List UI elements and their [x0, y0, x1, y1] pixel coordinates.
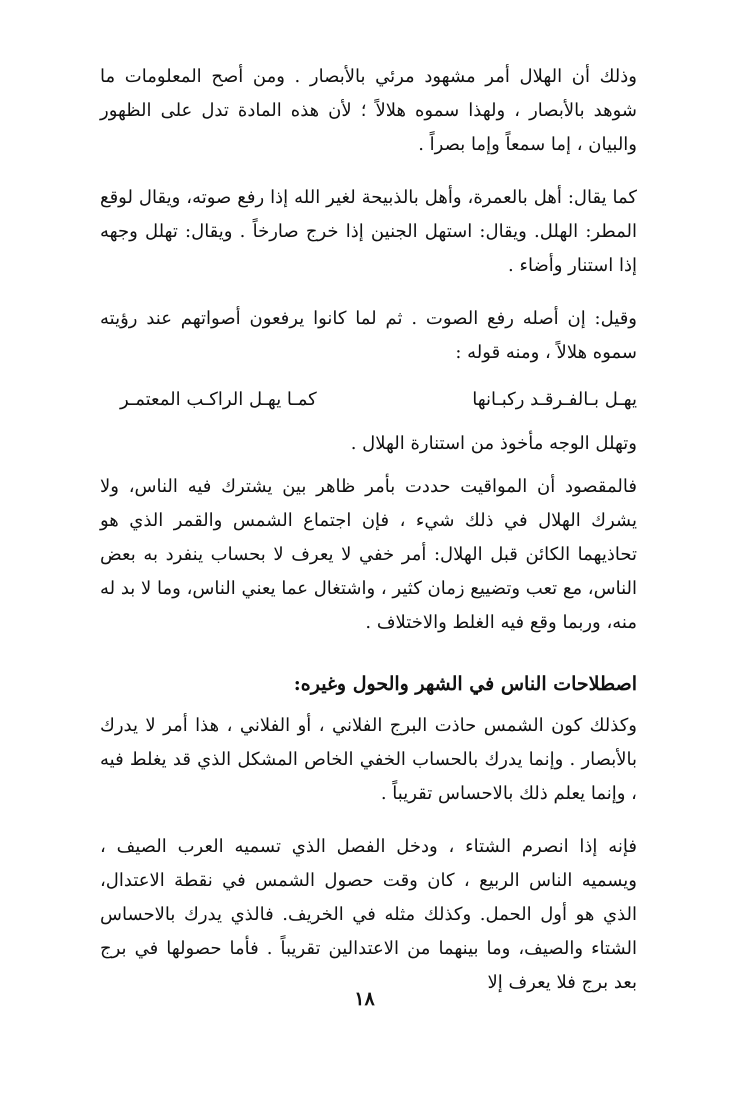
paragraph-5: فالمقصود أن المواقيت حددت بأمر ظاهر بين يشترك فيه الناس، ولا يشرك الهلال في ذلك شيء ، فإن اجتماع الشمس والقمر الذي هو تحاذيهما الكائن قبل الهلال: أمر خفي لا يعرف لا بحساب ينفرد به بعض الناس، مع تعب وتضييع زمان كثير ، واشتغال عما يعني الناس، وما لا بد له منه، وربما وقع فيه الغلط والاختلاف . [100, 476, 637, 633]
paragraph-2: كما يقال: أهل بالعمرة، وأهل بالذبيحة لغير الله إذا رفع صوته، ويقال لوقع المطر: الهلل. ويقال: استهل الجنين إذا خرج صارخاً . ويقال: تهلل وجهه إذا استنار وأضاء . [100, 187, 637, 276]
section-heading: اصطلاحات الناس في الشهر والحول وغيره: [293, 673, 637, 695]
paragraph-7: فإنه إذا انصرم الشتاء ، ودخل الفصل الذي تسميه العرب الصيف ، ويسميه الناس الربيع ، كان وقت حصول الشمس في نقطة الاعتدال، الذي هو أول الحمل. وكذلك مثله في الخريف. فالذي يدرك بالاحساس الشتاء والصيف، وما بينهما من الاعتدالين تقريباً . فأما حصولها في برج بعد برج فلا يعرف إلا [100, 836, 637, 993]
paragraph-6: وكذلك كون الشمس حاذت البرج الفلاني ، أو الفلاني ، هذا أمر لا يدرك بالأبصار . وإنما يدرك بالحساب الخفي الخاص المشكل الذي قد يغلط فيه ، وإنما يعلم ذلك بالاحساس تقريباً . [100, 715, 637, 804]
paragraph-1: وذلك أن الهلال أمر مشهود مرئي بالأبصار . ومن أصح المعلومات ما شوهد بالأبصار ، ولهذا سموه هلالاً ؛ لأن هذه المادة تدل على الظهور والبيان ، إما سمعاً وإما بصراً . [100, 66, 637, 155]
page-number: ١٨ [354, 988, 375, 1010]
verse-first-hemistich: يهـل بـالفـرقـد ركبـانها [472, 389, 637, 410]
paragraph-3: وقيل: إن أصله رفع الصوت . ثم لما كانوا يرفعون أصواتهم عند رؤيته سموه هلالاً ، ومنه قوله : [100, 308, 637, 363]
paragraph-4: وتهلل الوجه مأخوذ من استنارة الهلال . [350, 433, 637, 454]
verse-second-hemistich: كمـا يهـل الراكـب المعتمـر [120, 389, 317, 410]
poetry-verse [120, 383, 637, 417]
